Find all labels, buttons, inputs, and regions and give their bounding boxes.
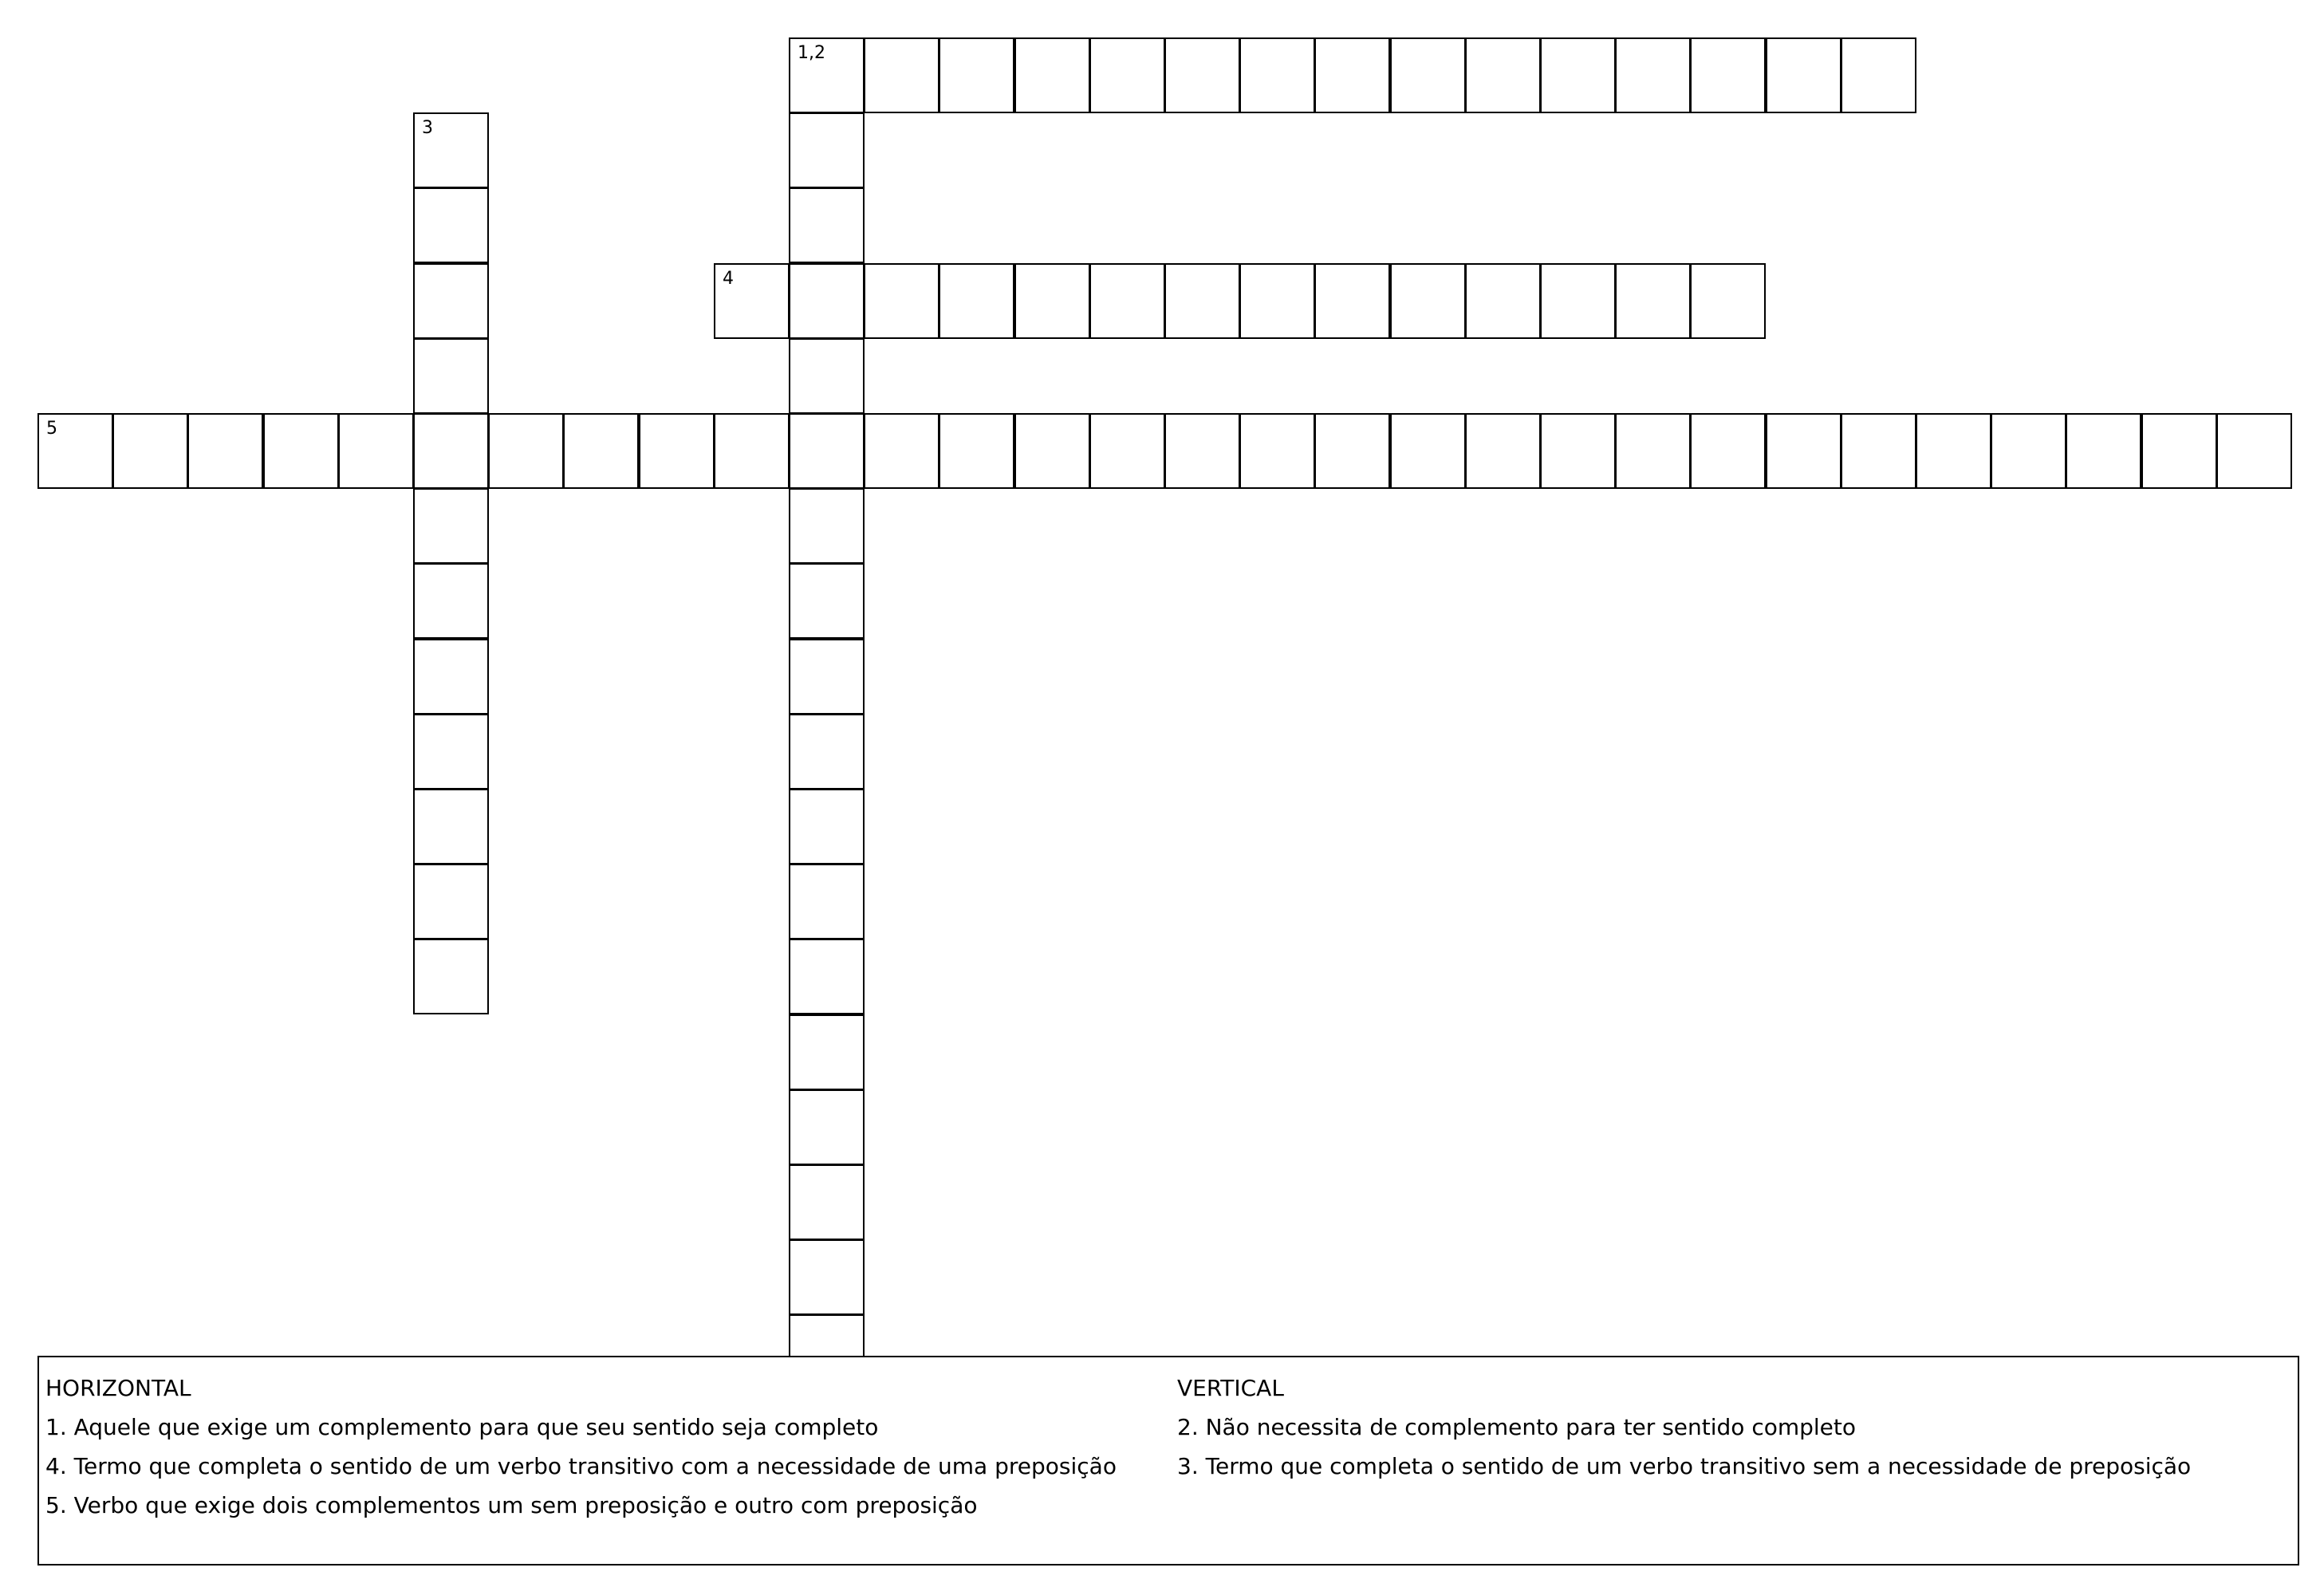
grid-cell[interactable]	[864, 37, 939, 113]
grid-cell[interactable]	[1314, 37, 1390, 113]
grid-cell[interactable]	[2141, 413, 2217, 489]
clue-2-down: 2. Não necessita de complemento para ter sentido completo	[1177, 1414, 1857, 1440]
grid-cell[interactable]	[789, 714, 865, 790]
grid-cell[interactable]	[1916, 413, 1991, 489]
grid-cell[interactable]	[413, 639, 489, 715]
grid-cell[interactable]	[1314, 413, 1390, 489]
grid-cell[interactable]	[1540, 263, 1616, 339]
grid-cell[interactable]	[413, 338, 489, 414]
grid-cell[interactable]	[939, 263, 1014, 339]
grid-cell[interactable]	[789, 563, 865, 639]
grid-cell[interactable]	[1465, 263, 1541, 339]
grid-cell[interactable]	[789, 1164, 865, 1240]
grid-cell[interactable]	[1014, 37, 1090, 113]
clues-panel	[37, 1356, 2299, 1565]
grid-cell[interactable]	[1164, 413, 1240, 489]
grid-cell[interactable]	[789, 639, 865, 715]
grid-cell[interactable]	[112, 413, 188, 489]
clue-number-label: 1,2	[798, 43, 825, 63]
horizontal-clues	[45, 1369, 1117, 1525]
grid-cell[interactable]	[789, 338, 865, 414]
grid-cell[interactable]	[1239, 263, 1315, 339]
grid-cell[interactable]	[37, 413, 113, 489]
grid-cell[interactable]	[1390, 263, 1466, 339]
grid-cell[interactable]	[488, 413, 564, 489]
grid-cell[interactable]	[789, 112, 865, 188]
grid-cell[interactable]	[1465, 413, 1541, 489]
grid-cell[interactable]	[789, 488, 865, 564]
grid-cell[interactable]	[1991, 413, 2066, 489]
grid-cell[interactable]	[1390, 37, 1466, 113]
grid-cell[interactable]	[639, 413, 715, 489]
grid-cell[interactable]	[1690, 413, 1766, 489]
grid-cell[interactable]	[1089, 413, 1165, 489]
grid-cell[interactable]	[1766, 413, 1841, 489]
grid-cell[interactable]	[789, 1239, 865, 1315]
grid-cell[interactable]	[413, 714, 489, 790]
grid-cell[interactable]	[1239, 413, 1315, 489]
vertical-clues	[1177, 1369, 2191, 1486]
grid-cell[interactable]	[714, 413, 790, 489]
grid-cell[interactable]	[187, 413, 263, 489]
clue-3-down: 3. Termo que completa o sentido de um verbo transitivo sem a necessidade de preposição	[1177, 1453, 2192, 1479]
grid-cell[interactable]	[413, 789, 489, 864]
grid-cell[interactable]	[1690, 263, 1766, 339]
grid-cell[interactable]	[413, 864, 489, 939]
grid-cell[interactable]	[1540, 37, 1616, 113]
grid-cell[interactable]	[864, 263, 939, 339]
grid-cell[interactable]	[789, 263, 865, 339]
grid-cell[interactable]	[1314, 263, 1390, 339]
grid-cell[interactable]	[563, 413, 639, 489]
horizontal-heading: HORIZONTAL	[45, 1375, 191, 1401]
clue-1-across: 1. Aquele que exige um complemento para que seu sentido seja completo	[45, 1414, 879, 1440]
grid-cell[interactable]	[338, 413, 414, 489]
grid-cell[interactable]	[789, 37, 865, 113]
grid-cell[interactable]	[1615, 413, 1691, 489]
grid-cell[interactable]	[413, 112, 489, 188]
grid-cell[interactable]	[2216, 413, 2292, 489]
grid-cell[interactable]	[413, 939, 489, 1014]
grid-cell[interactable]	[1089, 263, 1165, 339]
grid-cell[interactable]	[1540, 413, 1616, 489]
grid-cell[interactable]	[789, 939, 865, 1014]
grid-cell[interactable]	[413, 413, 489, 489]
clue-4-across: 4. Termo que completa o sentido de um verbo transitivo com a necessidade de uma preposição	[45, 1453, 1117, 1479]
grid-cell[interactable]	[789, 413, 865, 489]
grid-cell[interactable]	[939, 37, 1014, 113]
grid-cell[interactable]	[1089, 37, 1165, 113]
clue-number-label: 4	[723, 269, 734, 289]
grid-cell[interactable]	[263, 413, 339, 489]
clue-number-label: 5	[46, 419, 57, 439]
grid-cell[interactable]	[413, 263, 489, 339]
grid-cell[interactable]	[939, 413, 1014, 489]
grid-cell[interactable]	[1239, 37, 1315, 113]
grid-cell[interactable]	[789, 1014, 865, 1090]
grid-cell[interactable]	[2066, 413, 2141, 489]
grid-cell[interactable]	[1615, 263, 1691, 339]
grid-cell[interactable]	[864, 413, 939, 489]
grid-cell[interactable]	[789, 789, 865, 864]
grid-cell[interactable]	[714, 263, 790, 339]
grid-cell[interactable]	[1014, 413, 1090, 489]
grid-cell[interactable]	[413, 563, 489, 639]
vertical-heading: VERTICAL	[1177, 1375, 1284, 1401]
grid-cell[interactable]	[1465, 37, 1541, 113]
grid-cell[interactable]	[413, 187, 489, 263]
grid-cell[interactable]	[1014, 263, 1090, 339]
grid-cell[interactable]	[1841, 37, 1916, 113]
grid-cell[interactable]	[789, 864, 865, 939]
grid-cell[interactable]	[1766, 37, 1841, 113]
grid-cell[interactable]	[413, 488, 489, 564]
grid-cell[interactable]	[1390, 413, 1466, 489]
grid-cell[interactable]	[1615, 37, 1691, 113]
grid-cell[interactable]	[1164, 263, 1240, 339]
grid-cell[interactable]	[1841, 413, 1916, 489]
clue-number-label: 3	[422, 118, 433, 138]
clue-5-across: 5. Verbo que exige dois complementos um sem preposição e outro com preposição	[45, 1492, 978, 1518]
grid-cell[interactable]	[789, 187, 865, 263]
grid-cell[interactable]	[789, 1089, 865, 1165]
grid-cell[interactable]	[1164, 37, 1240, 113]
grid-cell[interactable]	[1690, 37, 1766, 113]
